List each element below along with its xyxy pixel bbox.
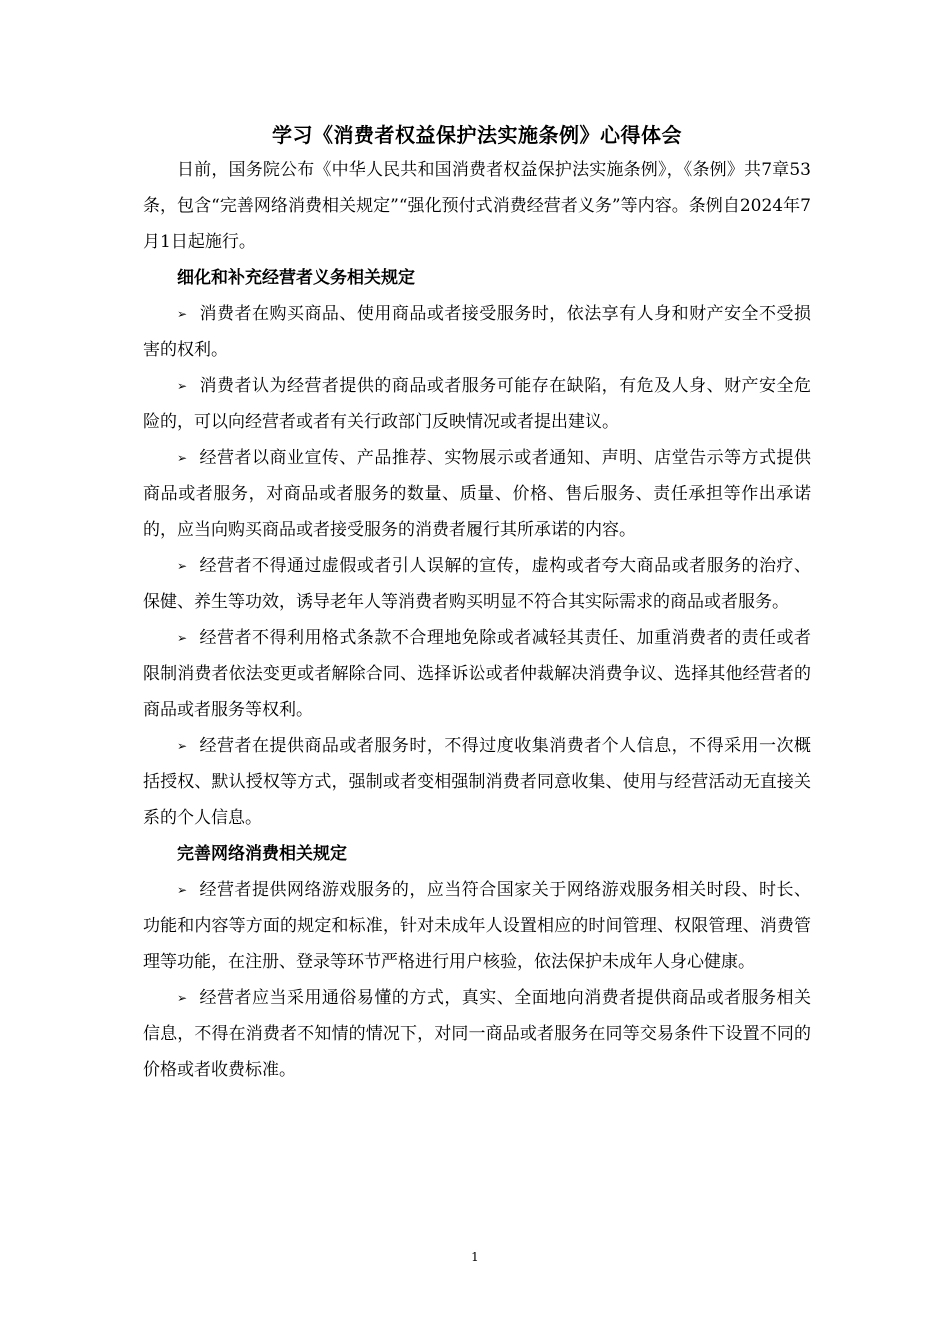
arrow-bullet-icon: ➢ [177,991,188,1005]
document-body [143,118,811,1088]
list-item-text: 消费者认为经营者提供的商品或者服务可能存在缺陷，有危及人身、财产安全危险的，可以向经营者或者有关行政部门反映情况或者提出建议。 [143,376,811,432]
list-item-text: 消费者在购买商品、使用商品或者接受服务时，依法享有人身和财产安全不受损害的权利。 [143,304,811,360]
section-heading-operator-obligations: 细化和补充经营者义务相关规定 [177,268,415,288]
arrow-bullet-icon: ➢ [177,307,188,321]
list-item [143,368,811,440]
intro-paragraph: 日前，国务院公布《中华人民共和国消费者权益保护法实施条例》，《条例》共7章53条，包含“完善网络消费相关规定”“强化预付式消费经营者义务”等内容。条例自2024年7月1日起施行。 [143,160,811,252]
list-item [143,980,811,1088]
list-item [143,548,811,620]
arrow-bullet-icon: ➢ [177,631,188,645]
arrow-bullet-icon: ➢ [177,739,188,753]
section-heading-online-consumption: 完善网络消费相关规定 [177,844,347,864]
list-item-text: 经营者以商业宣传、产品推荐、实物展示或者通知、声明、店堂告示等方式提供商品或者服务，对商品或者服务的数量、质量、价格、售后服务、责任承担等作出承诺的，应当向购买商品或者接受服务的消费者履行其所承诺的内容。 [143,448,811,540]
list-item [143,872,811,980]
list-item [143,728,811,836]
list-item [143,440,811,548]
arrow-bullet-icon: ➢ [177,379,188,393]
page-number: 1 [471,1250,479,1264]
list-item-text: 经营者在提供商品或者服务时，不得过度收集消费者个人信息，不得采用一次概括授权、默认授权等方式，强制或者变相强制消费者同意收集、使用与经营活动无直接关系的个人信息。 [143,736,811,828]
list-item-text: 经营者应当采用通俗易懂的方式，真实、全面地向消费者提供商品或者服务相关信息，不得在消费者不知情的情况下，对同一商品或者服务在同等交易条件下设置不同的价格或者收费标准。 [143,988,811,1080]
list-item [143,296,811,368]
arrow-bullet-icon: ➢ [177,559,188,573]
arrow-bullet-icon: ➢ [177,451,188,465]
list-item [143,620,811,728]
document-title: 学习《消费者权益保护法实施条例》心得体会 [272,123,682,147]
list-item-text: 经营者提供网络游戏服务的，应当符合国家关于网络游戏服务相关时段、时长、功能和内容等方面的规定和标准，针对未成年人设置相应的时间管理、权限管理、消费管理等功能，在注册、登录等环节严格进行用户核验，依法保护未成年人身心健康。 [143,880,811,972]
list-item-text: 经营者不得通过虚假或者引人误解的宣传，虚构或者夸大商品或者服务的治疗、保健、养生等功效，诱导老年人等消费者购买明显不符合其实际需求的商品或者服务。 [143,556,811,612]
list-item-text: 经营者不得利用格式条款不合理地免除或者减轻其责任、加重消费者的责任或者限制消费者依法变更或者解除合同、选择诉讼或者仲裁解决消费争议、选择其他经营者的商品或者服务等权利。 [143,628,811,720]
arrow-bullet-icon: ➢ [177,883,188,897]
